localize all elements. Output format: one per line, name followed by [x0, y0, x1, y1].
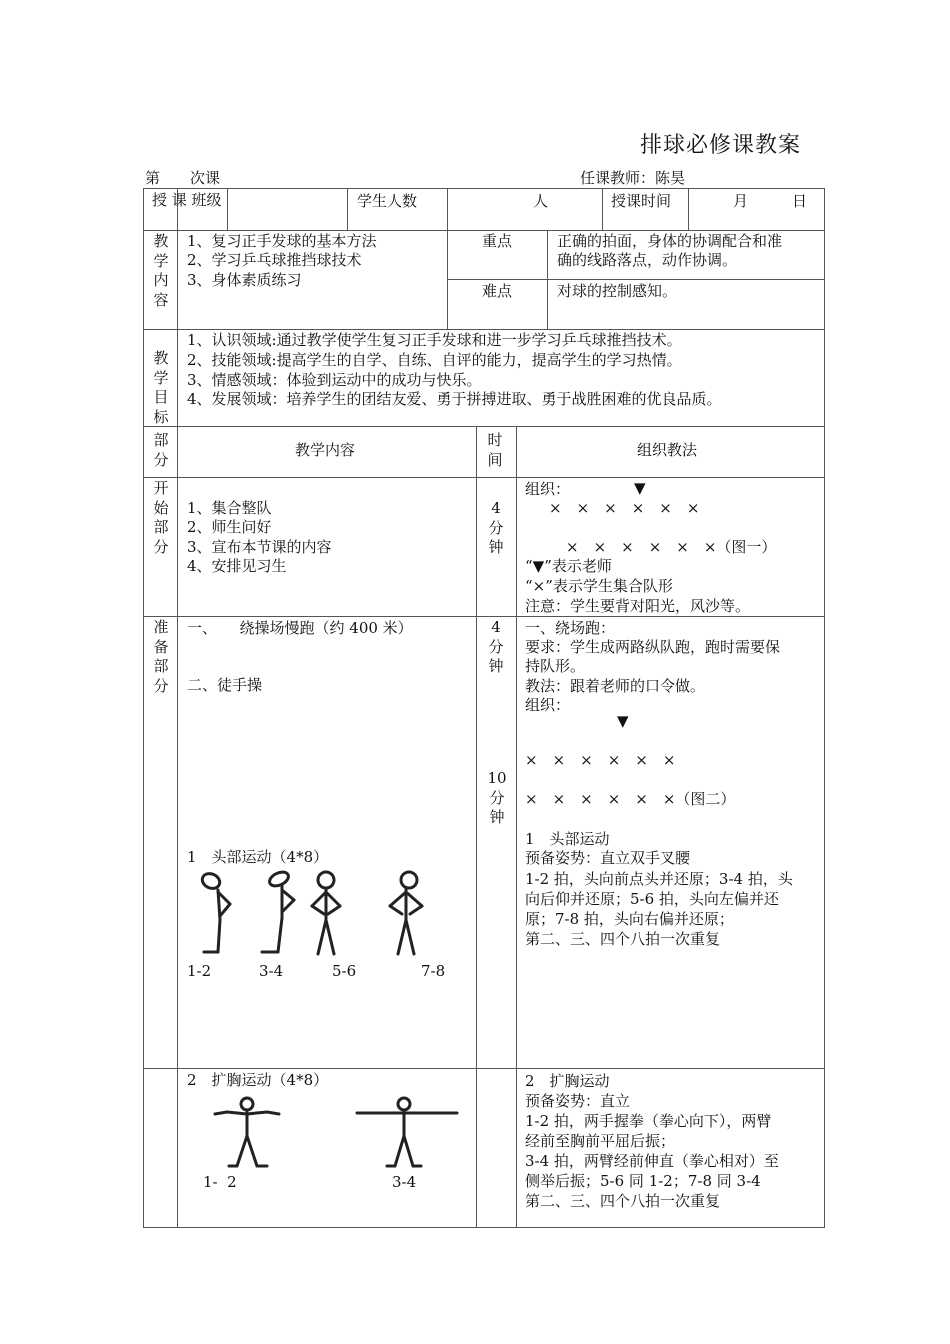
chest-method-line: 第二、三、四个八拍一次重复 [525, 1192, 721, 1210]
chest-count: 3-4 [392, 1173, 417, 1191]
start-label: 开始部分 [153, 479, 169, 556]
page-title: 排球必修课教案 [640, 133, 802, 158]
teacher-name: 任课教师：陈昊 [580, 169, 686, 187]
start-org-label: 组织： [525, 480, 571, 498]
chest-method-line: 预备姿势：直立 [525, 1092, 631, 1110]
start-note: 注意：学生要背对阳光，风沙等。 [525, 597, 751, 615]
head-count: 3-4 [259, 962, 284, 980]
method-line: 持队形。 [525, 657, 586, 675]
head-exercise-line: 原；7-8 拍，头向右偏并还原； [525, 910, 734, 928]
content-item: 3、身体素质练习 [187, 271, 302, 289]
head-exercise-line: 1-2 拍，头向前点头并还原；3-4 拍，头 [525, 870, 793, 888]
goal-item: 2、技能领域:提高学生的自学、自练、自评的能力，提高学生的学习热情。 [187, 351, 682, 369]
chest-count: 1- 2 [203, 1173, 237, 1191]
head-exercise-line: 第二、三、四个八拍一次重复 [525, 930, 721, 948]
stick-figure-chest-1 [215, 1098, 279, 1166]
head-count: 7-8 [421, 962, 446, 980]
student-row: × × × × × × [525, 751, 676, 769]
stick-figure-chest-2 [357, 1098, 457, 1166]
prep-label: 准备部分 [153, 618, 169, 695]
content-item: 1、复习正手发球的基本方法 [187, 232, 377, 250]
key-point-label: 重点 [482, 232, 513, 250]
start-item: 3、宣布本节课的内容 [187, 538, 332, 556]
legend-teacher: “▼”表示老师 [525, 557, 612, 575]
method-line: 教法：跟着老师的口令做。 [525, 677, 706, 695]
chest-method-line: 2 扩胸运动 [525, 1072, 610, 1090]
goals-label: 教学目标 [153, 349, 169, 426]
key-point-text: 确的线路落点，动作协调。 [557, 251, 738, 269]
goal-item: 3、情感领域：体验到运动中的成功与快乐。 [187, 371, 482, 389]
lesson-number: 第 次课 [145, 169, 221, 187]
chest-method-line: 3-4 拍，两臂经前伸直（拳心相对）至 [525, 1152, 779, 1170]
legend-student: “×”表示学生集合队形 [525, 577, 673, 595]
stick-figure-3 [312, 872, 340, 954]
chest-method-line: 侧举后振；5-6 同 1-2；7-8 同 3-4 [525, 1172, 761, 1190]
head-exercise-title: 1 头部运动（4*8） [187, 848, 329, 866]
teacher-marker-icon: ▼ [617, 712, 629, 730]
stick-figure-2 [262, 869, 294, 952]
start-item: 4、安排见习生 [187, 557, 287, 575]
head-exercise-line: 预备姿势：直立双手叉腰 [525, 849, 691, 867]
difficulty-text: 对球的控制感知。 [557, 282, 678, 300]
chest-method-line: 1-2 拍，两手握拳（拳心向下），两臂 [525, 1112, 772, 1130]
method-line: 组织： [525, 696, 571, 714]
method-header: 组织教法 [637, 441, 698, 459]
students-label: 学生人数 [357, 192, 418, 210]
class-label: 授 课 班级 [152, 191, 222, 209]
stick-figure-1 [200, 871, 230, 952]
start-item: 1、集合整队 [187, 499, 272, 517]
chest-method-line: 经前至胸前平屈后振； [525, 1132, 676, 1150]
head-exercise-line: 向后仰并还原；5-6 拍，头向左偏并还 [525, 890, 779, 908]
method-line: 一、绕场跑： [525, 619, 616, 637]
chest-exercise-figures [205, 1092, 465, 1172]
method-line: 要求：学生成两路纵队跑，跑时需要保 [525, 638, 781, 656]
key-point-text: 正确的拍面，身体的协调配合和准 [557, 232, 783, 250]
month-label: 月 [733, 192, 749, 210]
prep-item: 一、 绕操场慢跑（约 400 米） [187, 619, 413, 637]
students-unit: 人 [533, 192, 549, 210]
head-exercise-line: 1 头部运动 [525, 830, 610, 848]
part-header: 部分 [153, 431, 169, 469]
head-count: 1-2 [187, 962, 212, 980]
teacher-marker-icon: ▼ [634, 479, 646, 497]
goal-item: 4、发展领域：培养学生的团结友爱、勇于拼搏进取、勇于战胜困难的优良品质。 [187, 390, 722, 408]
student-row: × × × × × ×（图一） [566, 538, 777, 556]
time-header: 时间 [487, 431, 503, 469]
content-label: 教学内容 [153, 232, 169, 309]
start-item: 2、师生问好 [187, 518, 272, 536]
stick-figure-4 [390, 872, 422, 954]
prep-time: 4分钟 [488, 618, 504, 675]
content-item: 2、学习乒乓球推挡球技术 [187, 251, 362, 269]
head-exercise-figures [190, 868, 450, 958]
student-row: × × × × × ×（图二） [525, 790, 736, 808]
goal-item: 1、认识领域:通过教学使学生复习正手发球和进一步学习乒乓球推挡技术。 [187, 331, 682, 349]
head-count: 5-6 [332, 962, 357, 980]
start-time: 4分钟 [488, 499, 504, 556]
content-header: 教学内容 [295, 441, 356, 459]
student-row: × × × × × × [549, 499, 700, 517]
chest-exercise-title: 2 扩胸运动（4*8） [187, 1071, 329, 1089]
difficulty-label: 难点 [482, 282, 513, 300]
prep-time: 10分钟 [487, 769, 507, 826]
day-label: 日 [792, 192, 808, 210]
class-time-label: 授课时间 [611, 192, 672, 210]
prep-item: 二、徒手操 [187, 676, 263, 694]
